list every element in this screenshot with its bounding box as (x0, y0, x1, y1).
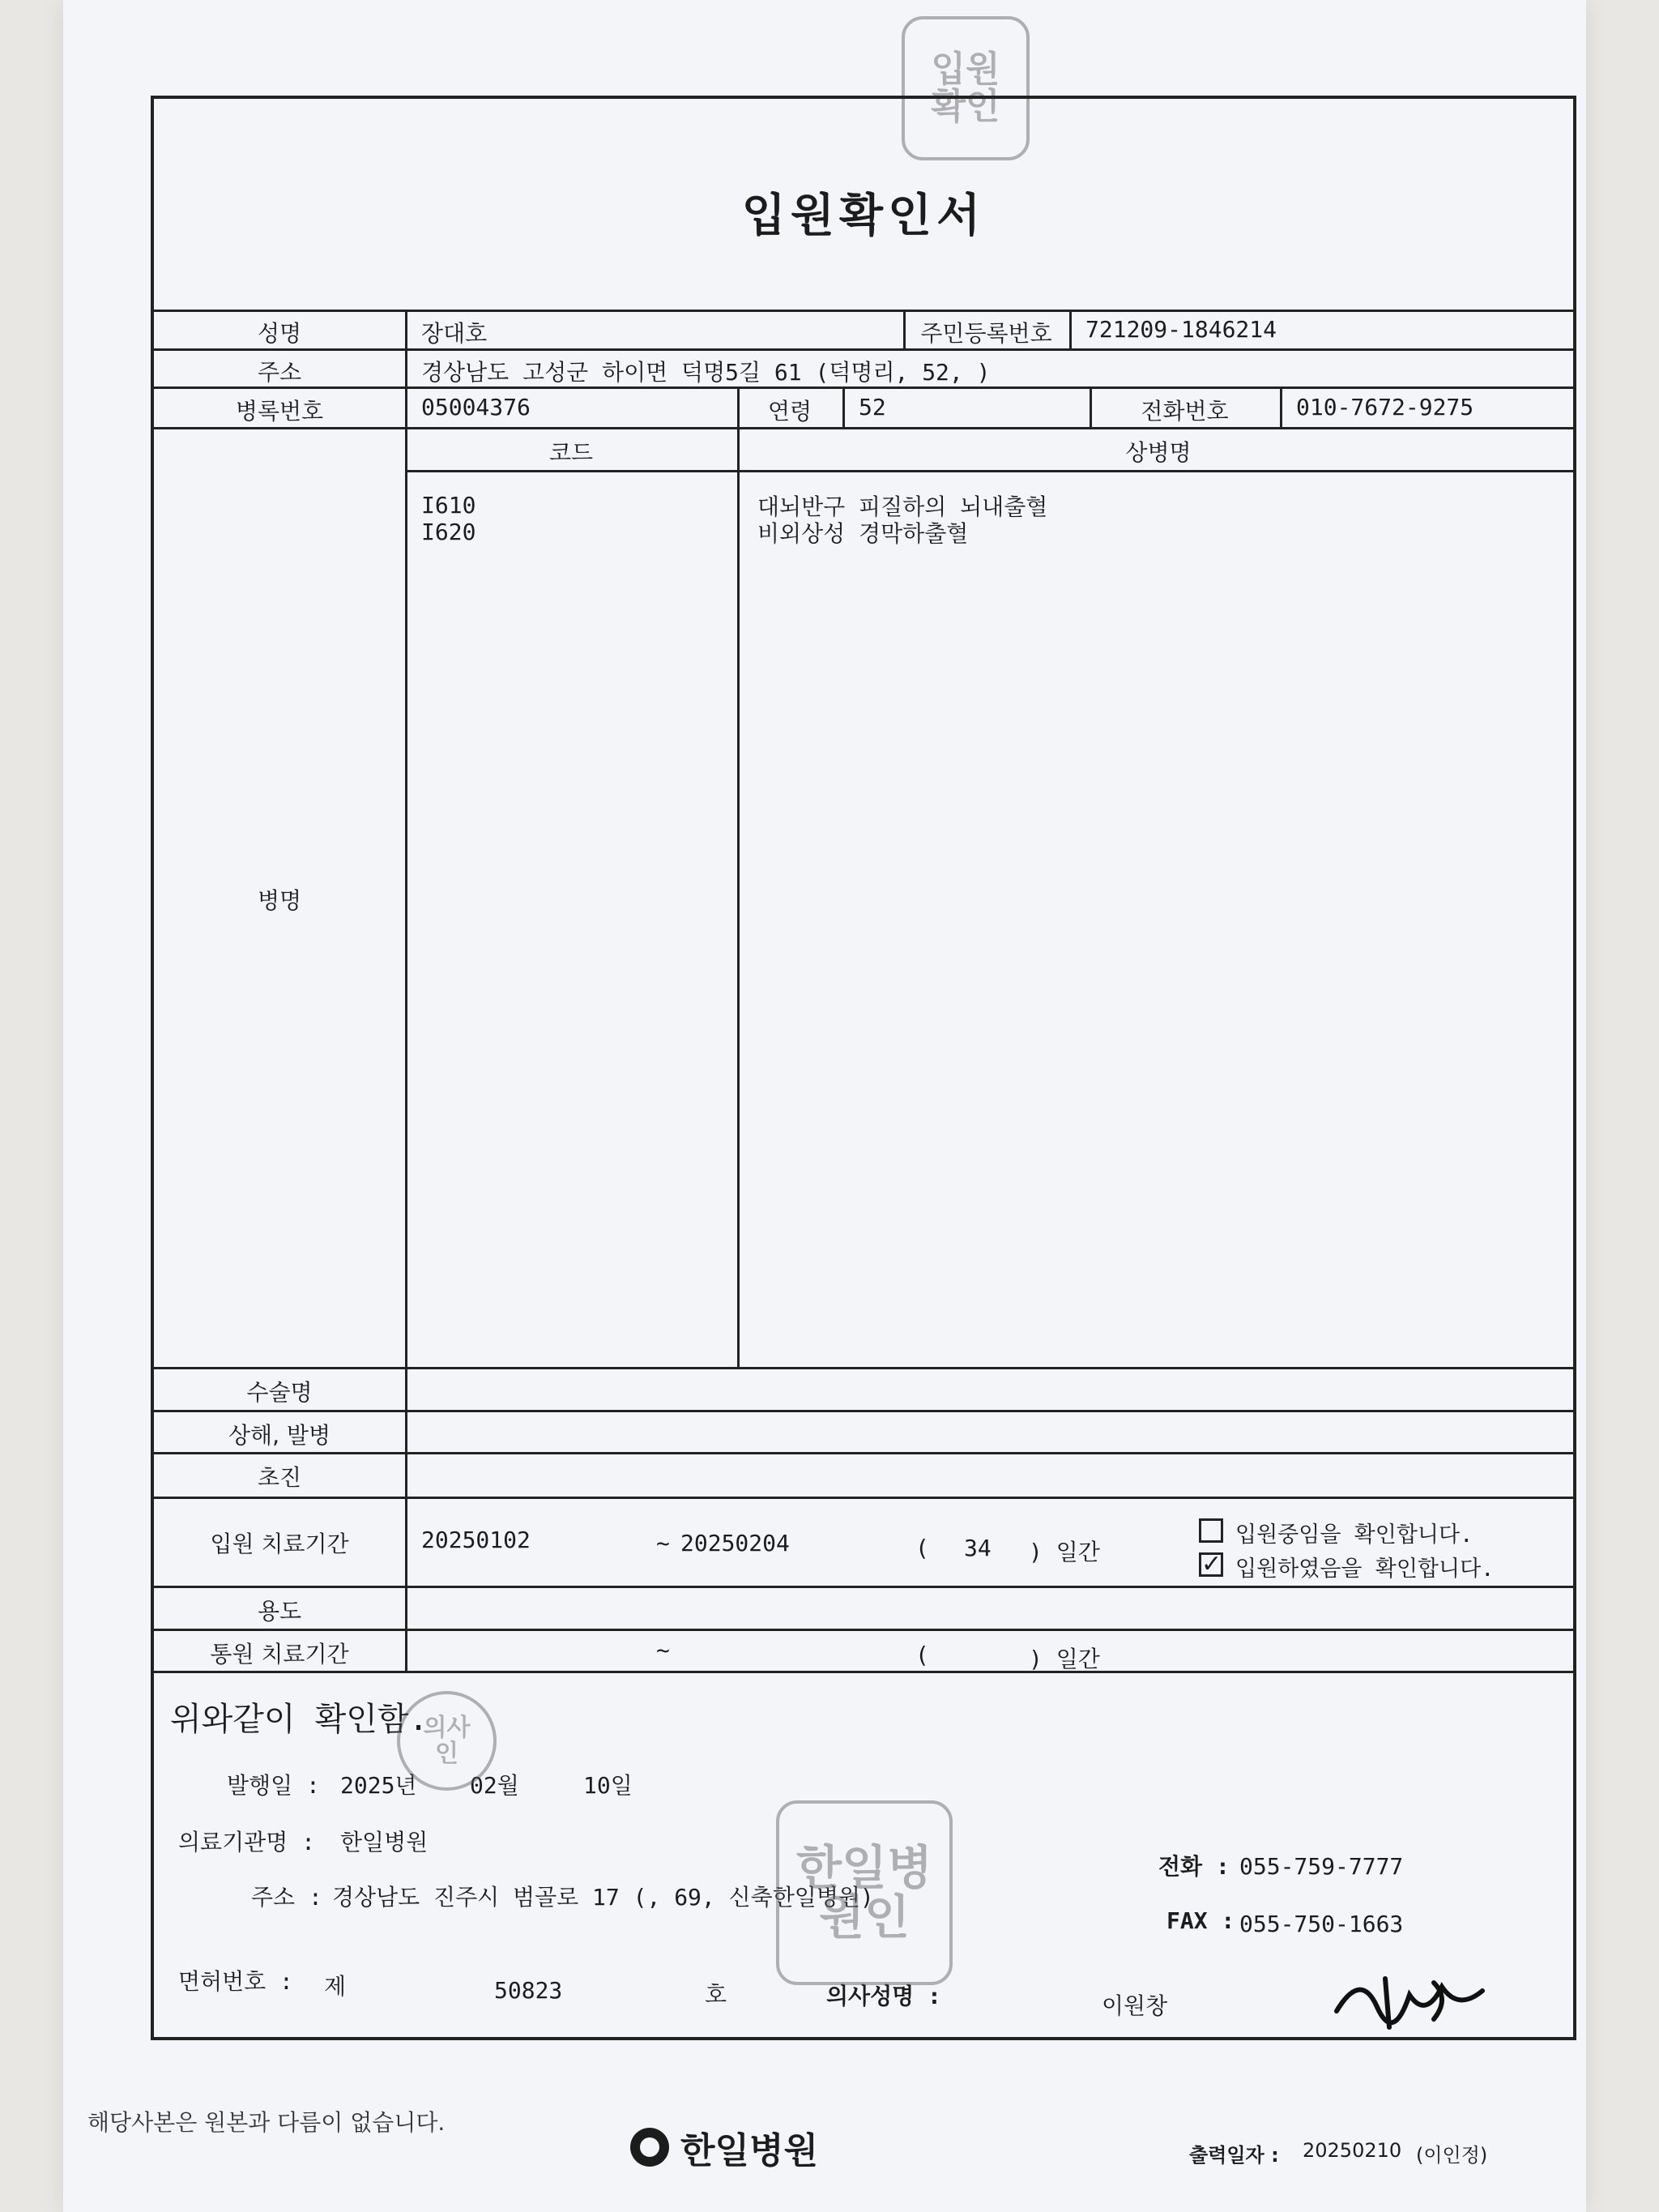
disease-header: 상병명 (1125, 439, 1192, 466)
hospital-seal: 한일병 원인 (776, 1800, 953, 1985)
label-purpose: 용도 (257, 1598, 302, 1625)
outpatient-days-close: ) 일간 (1029, 1646, 1100, 1672)
institution-address: 경상남도 진주시 범골로 17 (, 69, 신축한일병원) (332, 1884, 874, 1911)
option-done-label: 입원하였음을 확인합니다. (1235, 1557, 1495, 1582)
outpatient-days-open: ( (915, 1642, 929, 1668)
document-title: 입원확인서 (741, 190, 986, 242)
confirm-text: 위와같이 확인함. (170, 1701, 429, 1738)
label-inpatient-period: 입원 치료기간 (210, 1531, 349, 1557)
institution-name: 한일병원 (340, 1829, 429, 1855)
label-phone: 전화번호 (1141, 398, 1229, 425)
license-prefix: 제 (324, 1973, 347, 2000)
patient-phone: 010-7672-9275 (1296, 394, 1474, 421)
issue-day: 10일 (583, 1772, 633, 1799)
institution-address-label: 주소 : (251, 1884, 322, 1911)
hospital-logo-icon (630, 2128, 669, 2167)
label-outpatient-period: 통원 치료기간 (210, 1641, 349, 1668)
inpatient-days-open: ( (915, 1535, 929, 1561)
ongoing-checkbox[interactable] (1199, 1518, 1223, 1543)
doctor-name: 이원창 (1102, 1992, 1168, 2019)
label-record-no: 병록번호 (235, 398, 324, 425)
institution-fax: 055-750-1663 (1239, 1911, 1404, 1937)
label-resident-no: 주민등록번호 (920, 320, 1052, 347)
inpatient-tilde: ~ (656, 1530, 670, 1557)
form-frame (151, 96, 1576, 2040)
hospital-logo (630, 2121, 818, 2173)
print-date: 20250210 (1303, 2139, 1402, 2162)
hospital-logo-text: 한일병원 (680, 2130, 819, 2171)
doctor-seal: 의사 인 (397, 1691, 497, 1791)
patient-address: 경상남도 고성군 하이면 덕명5길 61 (덕명리, 52, ) (421, 359, 991, 386)
diagnosis-code-1: I610 (421, 492, 476, 519)
inpatient-days-close: ) 일간 (1029, 1539, 1100, 1565)
license-label: 면허번호 : (178, 1968, 293, 1995)
license-suffix: 호 (705, 1981, 727, 2008)
diagnosis-name-1: 대뇌반구 피질하의 뇌내출혈 (757, 493, 1048, 520)
document-sheet (63, 0, 1586, 2212)
resident-no: 721209-1846214 (1085, 316, 1277, 343)
top-stamp: 입원 확인 (902, 16, 1030, 160)
label-disease-section: 병명 (257, 887, 302, 914)
label-surgery: 수술명 (246, 1379, 313, 1406)
done-checkbox[interactable]: ✓ (1199, 1552, 1223, 1577)
issue-year: 2025년 (340, 1772, 417, 1799)
label-name: 성명 (257, 320, 302, 347)
label-age: 연령 (767, 398, 812, 425)
fax-label: FAX : (1166, 1907, 1235, 1934)
label-injury: 상해, 발병 (228, 1422, 331, 1449)
copy-note: 해당사본은 원본과 다름이 없습니다. (87, 2109, 446, 2136)
diagnosis-code-2: I620 (421, 519, 476, 545)
outpatient-tilde: ~ (656, 1637, 670, 1663)
institution-phone: 055-759-7777 (1239, 1853, 1404, 1880)
issue-month: 02월 (470, 1772, 519, 1799)
record-no: 05004376 (421, 394, 531, 421)
inpatient-start: 20250102 (421, 1527, 531, 1553)
inpatient-days: 34 (964, 1535, 992, 1561)
label-first-visit: 초진 (257, 1464, 302, 1491)
institution-label: 의료기관명 : (178, 1829, 315, 1855)
printer-name: (이인정) (1416, 2144, 1488, 2167)
inpatient-end: 20250204 (680, 1530, 790, 1557)
code-header: 코드 (548, 439, 594, 466)
option-ongoing-label: 입원중임을 확인합니다. (1235, 1522, 1473, 1548)
patient-name: 장대호 (421, 320, 488, 347)
label-address: 주소 (257, 359, 302, 386)
diagnosis-name-2: 비외상성 경막하출혈 (757, 520, 969, 547)
issue-label: 발행일 : (227, 1772, 320, 1799)
license-no: 50823 (494, 1977, 563, 2004)
doctor-name-label: 의사성명 : (826, 1983, 941, 2009)
patient-age: 52 (859, 394, 886, 421)
doctor-signature (1328, 1962, 1507, 2035)
print-date-label: 출력일자 : (1189, 2144, 1279, 2167)
phone-label: 전화 : (1158, 1853, 1230, 1880)
